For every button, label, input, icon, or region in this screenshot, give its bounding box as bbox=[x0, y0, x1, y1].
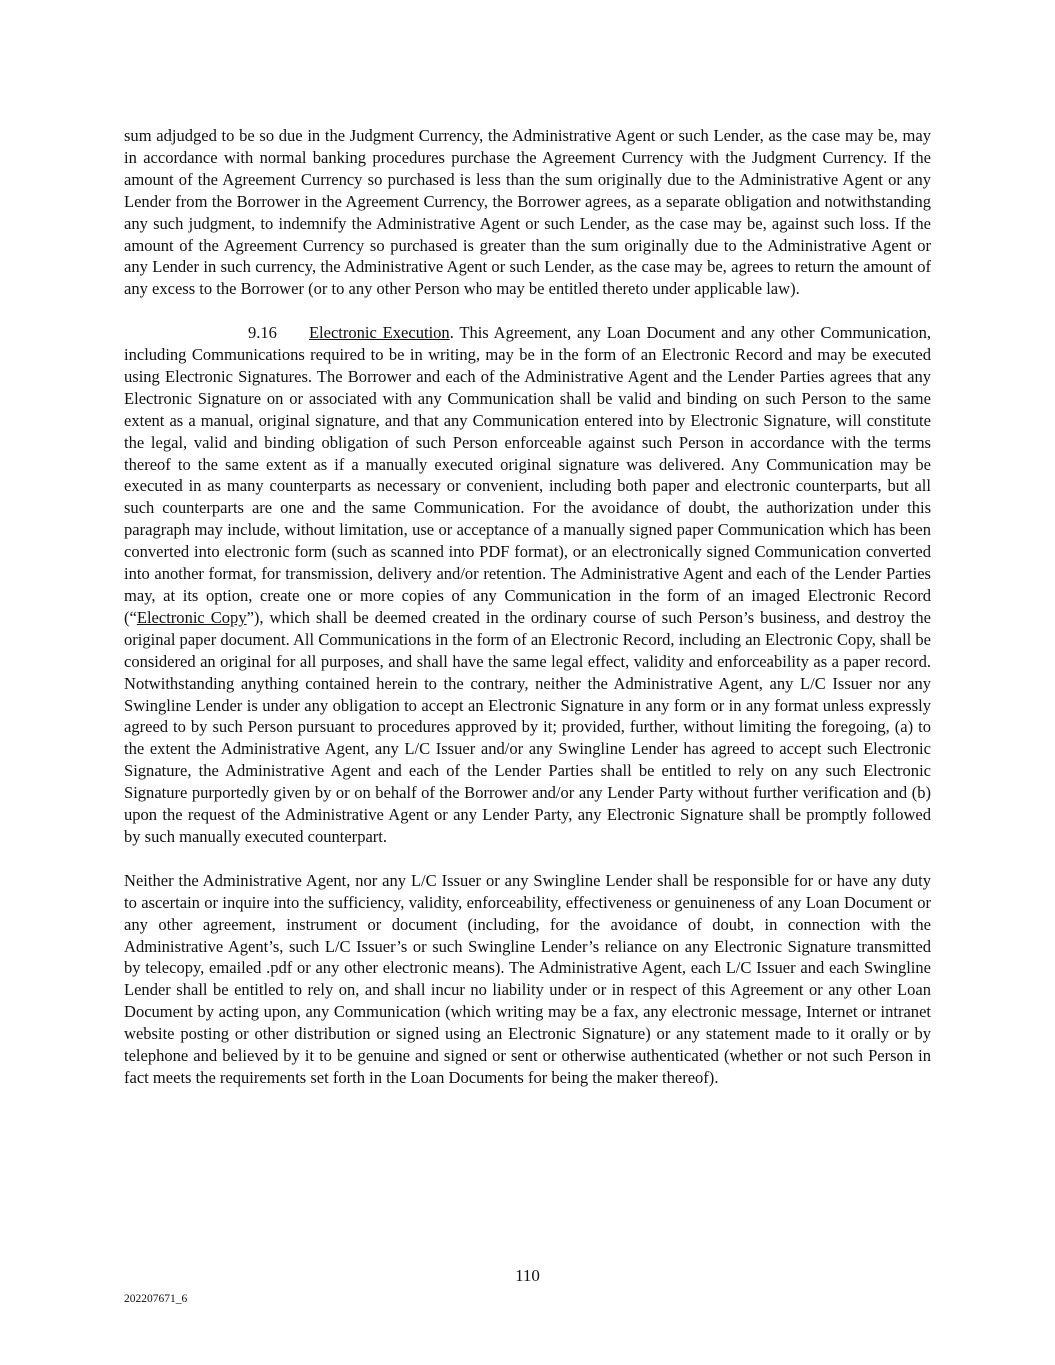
section-title: Electronic Execution bbox=[308, 323, 450, 343]
section-text-part-1: . This Agreement, any Loan Document and any other Communication, including Communications required to be in writing, may be in the form of an Electronic Record and may be executed using Electronic Signatures. The Borrower and each of the Administrative Agent and the Lender Parties agrees that any Electronic Signature on or associated with any Communication shall be valid and binding on such Person to the same extent as a manual, original signature, and that any Communication entered into by Electronic Signature, will constitute the legal, valid and binding obligation of such Person enforceable against such Person in accordance with the terms thereof to the same extent as if a manually executed original signature was delivered. Any Communication may be executed in as many counterparts as necessary or convenient, including both paper and electronic counterparts, but all such counterparts are one and the same Communication. For the avoidance of doubt, the authorization under this paragraph may include, without limitation, use or acceptance of a manually signed paper Communication which has been converted into electronic form (such as scanned into PDF format), or an electronically signed Communication converted into another format, for transmission, delivery and/or retention. The Administrative Agent and each of the Lender Parties may, at its option, create one or more copies of any Communication in the form of an imaged Electronic Record (“ bbox=[124, 323, 931, 627]
section-number: 9.16 bbox=[248, 323, 277, 343]
document-body bbox=[124, 125, 931, 1089]
page-number: 110 bbox=[515, 1266, 540, 1285]
responsibility-paragraph: Neither the Administrative Agent, nor any L/C Issuer or any Swingline Lender shall be responsible for or have any duty to ascertain or inquire into the sufficiency, validity, enforceability, effectiveness or genuineness of any Loan Document or any other agreement, instrument or document (including, for the avoidance of doubt, in connection with the Administrative Agent’s, such L/C Issuer’s or such Swingline Lender’s reliance on any Electronic Signature transmitted by telecopy, emailed .pdf or any other electronic means). The Administrative Agent, each L/C Issuer and each Swingline Lender shall be entitled to rely on, and shall incur no liability under or in respect of this Agreement or any other Loan Document by acting upon, any Communication (which writing may be a fax, any electronic message, Internet or intranet website posting or other distribution or signed using an Electronic Signature) or any statement made to it orally or by telephone and believed by it to be genuine and signed or sent or otherwise authenticated (whether or not such Person in fact meets the requirements set forth in the Loan Documents for being the maker thereof). bbox=[124, 870, 931, 1087]
judgment-currency-paragraph: sum adjudged to be so due in the Judgment Currency, the Administrative Agent or such Lender, as the case may be, may in accordance with normal banking procedures purchase the Agreement Currency with the Judgment Currency. If the amount of the Agreement Currency so purchased is less than the sum originally due to the Administrative Agent or any Lender from the Borrower in the Agreement Currency, the Borrower agrees, as a separate obligation and notwithstanding any such judgment, to indemnify the Administrative Agent or such Lender, as the case may be, against such loss. If the amount of the Agreement Currency so purchased is greater than the sum originally due to the Administrative Agent or any Lender in such currency, the Administrative Agent or such Lender, as the case may be, agrees to return the amount of any excess to the Borrower (or to any other Person who may be entitled thereto under applicable law). bbox=[124, 126, 931, 299]
section-text-part-2: ”), which shall be deemed created in the ordinary course of such Person’s business, and destroy the original paper document. All Communications in the form of an Electronic Record, including an Electronic Copy, shall be considered an original for all purposes, and shall have the same legal effect, validity and enforceability as a paper record. Notwithstanding anything contained herein to the contrary, neither the Administrative Agent, any L/C Issuer nor any Swingline Lender is under any obligation to accept an Electronic Signature in any form or in any format unless expressly agreed to by such Person pursuant to procedures approved by it; provided, further, without limiting the foregoing, (a) to the extent the Administrative Agent, any L/C Issuer and/or any Swingline Lender has agreed to accept such Electronic Signature, the Administrative Agent and each of the Lender Parties shall be entitled to rely on any such Electronic Signature purportedly given by or on behalf of the Borrower and/or any Lender Party without further verification and (b) upon the request of the Administrative Agent or any Lender Party, any Electronic Signature shall be promptly followed by such manually executed counterpart. bbox=[124, 607, 931, 846]
defined-term-electronic-copy: Electronic Copy bbox=[136, 607, 247, 627]
section-9-16-paragraph bbox=[124, 322, 931, 848]
document-id: 202207671_6 bbox=[124, 1293, 188, 1305]
